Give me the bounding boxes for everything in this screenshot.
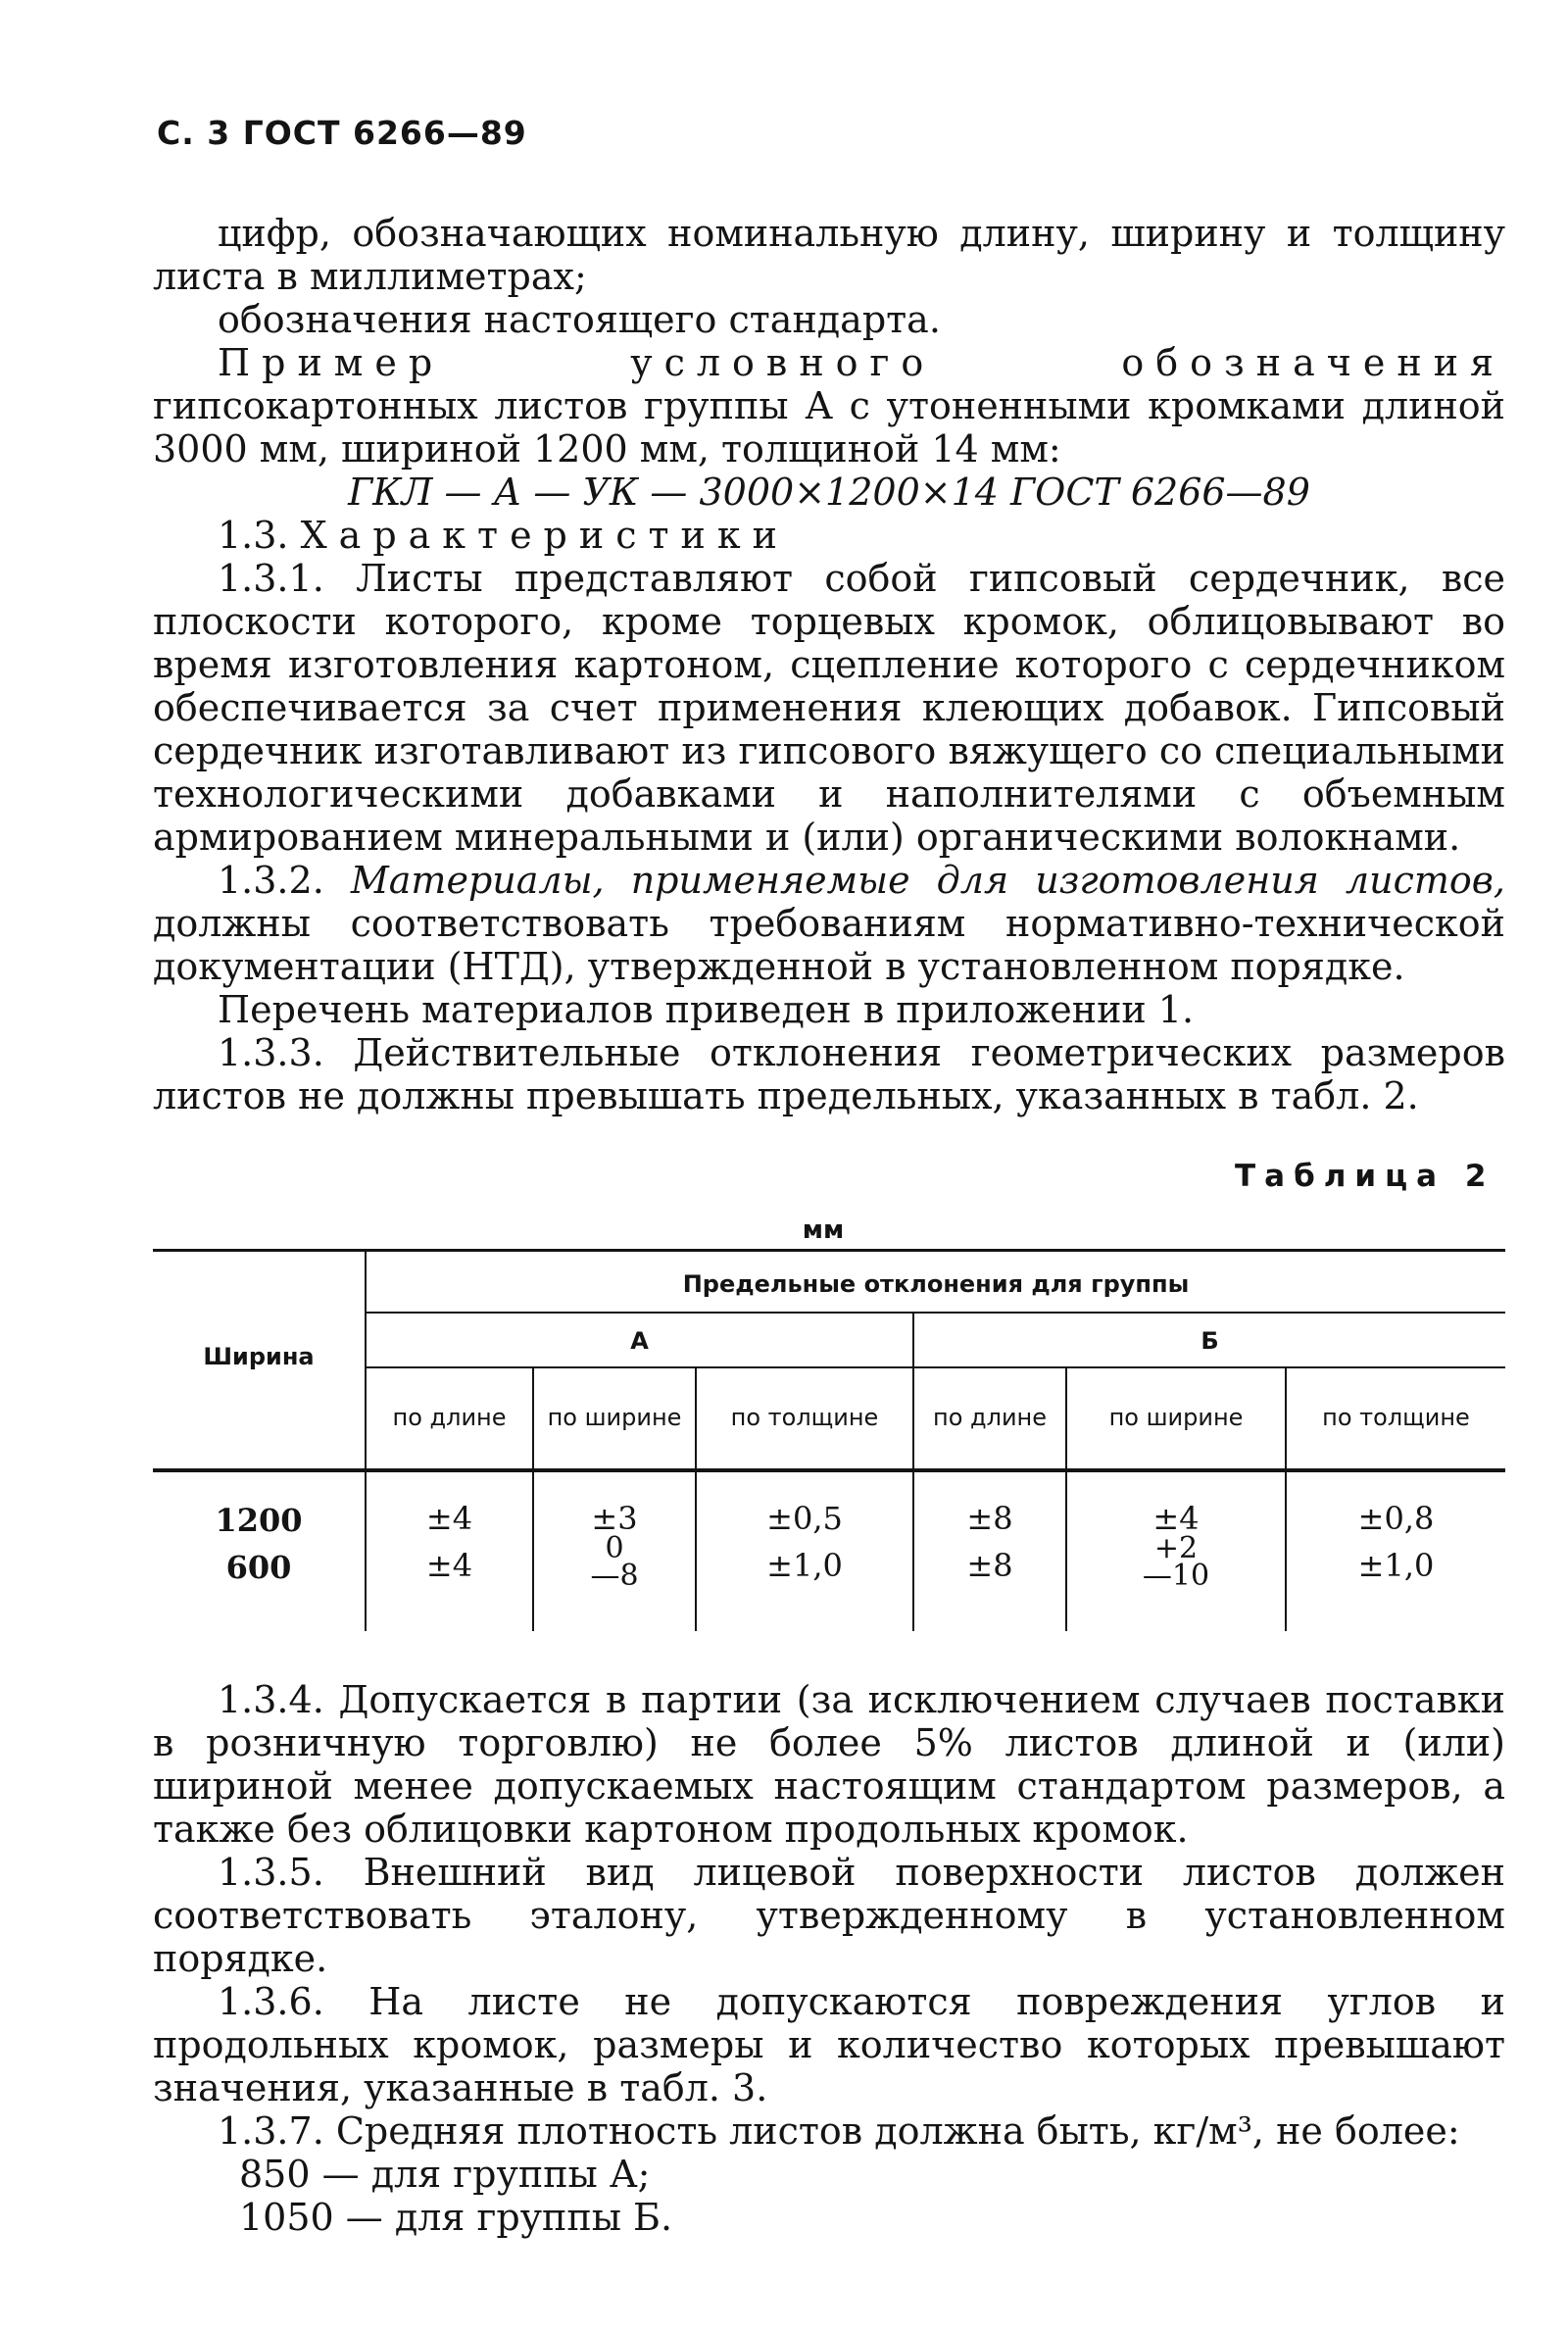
row1-b-length: ±8	[966, 1500, 1013, 1537]
row1-width: 1200	[215, 1502, 303, 1539]
row2-b-thickness: ±1,0	[1357, 1547, 1435, 1584]
header-b-width: по ширине	[1108, 1404, 1244, 1431]
header-bottom-rule	[153, 1468, 1505, 1472]
table-caption: Таблица 2	[1235, 1159, 1495, 1194]
density-group-a: 850 — для группы А;	[239, 2153, 651, 2196]
paragraph-1-3-7: 1.3.7. Средняя плотность листов должна быть, кг/м³, не более:	[218, 2109, 1460, 2153]
header-group-b: Б	[1200, 1327, 1219, 1355]
header-width: Ширина	[203, 1343, 315, 1370]
group-header-rule	[367, 1312, 1505, 1314]
row1-b-width: ±4	[1152, 1500, 1200, 1537]
deviation-table	[153, 1249, 1505, 1641]
p132-text: должны соответствовать требованиям нормативно-технической документации (НТД), утвержденной в установленном порядке.	[153, 902, 1505, 988]
header-group: Предельные отклонения для группы	[682, 1270, 1190, 1298]
row2-a-width-lower: —8	[590, 1559, 639, 1593]
row2-b-length: ±8	[966, 1547, 1013, 1584]
paragraph-example	[153, 341, 1505, 471]
page-header: С. 3 ГОСТ 6266—89	[157, 114, 527, 152]
header-b-length: по длине	[933, 1404, 1047, 1431]
density-group-b: 1050 — для группы Б.	[239, 2196, 673, 2239]
paragraph-1-3-3: 1.3.3. Действительные отклонения геометрических размеров листов не должны превышать предельных, указанных в табл. 2.	[153, 1031, 1505, 1117]
header-b-thickness: по толщине	[1322, 1404, 1470, 1431]
row1-b-thickness: ±0,8	[1357, 1500, 1435, 1537]
header-a-length: по длине	[392, 1404, 507, 1431]
subheader-rule	[367, 1366, 1505, 1368]
row2-width: 600	[225, 1549, 292, 1586]
row2-b-width-lower: —10	[1142, 1559, 1210, 1593]
row2-a-thickness: ±1,0	[766, 1547, 843, 1584]
designation-formula: ГКЛ — А — УК — 3000×1200×14 ГОСТ 6266—89	[348, 471, 1310, 514]
header-a-thickness: по толщине	[730, 1404, 879, 1431]
table-top-rule	[153, 1249, 1505, 1252]
paragraph-1-3-5: 1.3.5. Внешний вид лицевой поверхности листов должен соответствовать эталону, утвержденному в установленном порядке.	[153, 1851, 1505, 1980]
paragraph-1-3-6: 1.3.6. На листе не допускаются повреждения углов и продольных кромок, размеры и количество которых превышают значения, указанные в табл. 3.	[153, 1980, 1505, 2109]
paragraph-1-3-1: 1.3.1. Листы представляют собой гипсовый сердечник, все плоскости которого, кроме торцевых кромок, облицовывают во время изготовления картоном, сцепление которого с сердечником обеспечивается за счет применения клеющих добавок. Гипсовый сердечник изготавливают из гипсового вяжущего со специальными технологическими добавками и наполнителями с объемным армированием минеральными и (или) органическими волокнами.	[153, 557, 1505, 859]
p132-italic: Материалы, применяемые для изготовления листов,	[350, 859, 1505, 902]
paragraph-materials-list: Перечень материалов приведен в приложении 1.	[218, 988, 1195, 1031]
paragraph-1-3-2	[153, 859, 1505, 988]
text-block-bottom	[153, 1678, 1505, 2239]
example-text: гипсокартонных листов группы А с утоненными кромками длиной 3000 мм, шириной 1200 мм, толщиной 14 мм:	[153, 384, 1505, 471]
section-number: 1.3.	[218, 514, 289, 557]
example-lead: Пример условного обозначения	[218, 341, 1505, 384]
paragraph-1-3-4: 1.3.4. Допускается в партии (за исключением случаев поставки в розничную торговлю) не более 5% листов длиной и (или) шириной менее допускаемых настоящим стандартом размеров, а также без облицовки картоном продольных кромок.	[153, 1678, 1505, 1851]
paragraph-standard-designation: обозначения настоящего стандарта.	[218, 298, 941, 341]
row2-a-width-upper: 0	[605, 1531, 624, 1565]
section-heading	[153, 514, 1505, 557]
row1-a-width: ±3	[591, 1500, 638, 1537]
row1-a-length: ±4	[425, 1500, 473, 1537]
row2-b-width-upper: +2	[1153, 1531, 1199, 1565]
row1-a-thickness: ±0,5	[766, 1500, 843, 1537]
table-unit: мм	[802, 1215, 845, 1245]
header-group-a: А	[630, 1327, 649, 1355]
p132-number: 1.3.2.	[218, 859, 351, 902]
row2-a-length: ±4	[425, 1547, 473, 1584]
header-a-width: по ширине	[547, 1404, 682, 1431]
paragraph-digits: цифр, обозначающих номинальную длину, ширину и толщину листа в миллиметрах;	[153, 212, 1505, 298]
row2-b-width	[1067, 1531, 1285, 1593]
text-block-top	[153, 212, 1505, 1117]
section-title: Характеристики	[300, 514, 789, 557]
row2-a-width	[534, 1531, 695, 1593]
